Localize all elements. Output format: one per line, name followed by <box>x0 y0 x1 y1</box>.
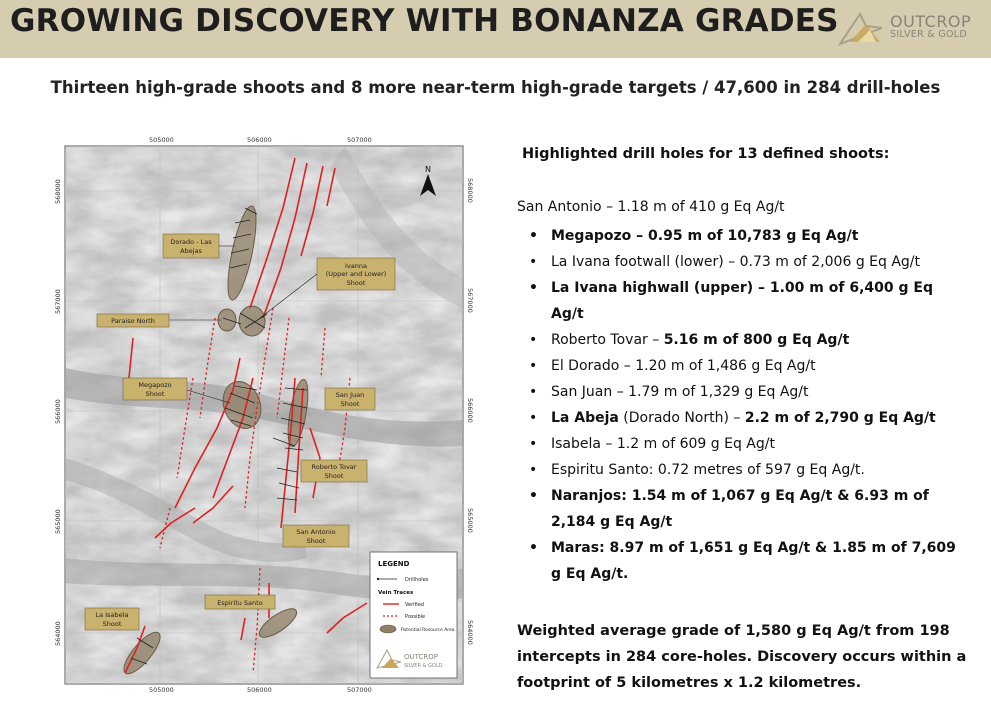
page-title: GROWING DISCOVERY WITH BONANZA GRADES <box>10 3 839 39</box>
shoot-location-map <box>45 128 485 698</box>
x-tick-top: 506000 <box>247 136 272 144</box>
list-item <box>527 327 967 353</box>
y-tick-right: 566000 <box>466 398 474 423</box>
x-tick-top: 507000 <box>347 136 372 144</box>
y-tick-left: 566000 <box>54 399 62 424</box>
shoot-name: Roberto Tovar – <box>551 332 664 348</box>
svg-text:SILVER & GOLD: SILVER & GOLD <box>404 663 443 669</box>
list-item: • San Juan – 1.79 m of 1,329 g Eq Ag/t <box>527 379 967 405</box>
label-san-antonio-shoot <box>283 525 349 547</box>
y-tick-right: 567000 <box>466 288 474 313</box>
svg-text:Drillholes: Drillholes <box>405 577 429 583</box>
logo-name: OUTCROP <box>890 12 972 31</box>
map-figure <box>45 128 485 698</box>
y-tick-right: 564000 <box>466 620 474 645</box>
list-item: • Isabela – 1.2 m of 609 g Eq Ag/t <box>527 431 967 457</box>
y-tick-right: 568000 <box>466 178 474 203</box>
highlights-heading: Highlighted drill holes for 13 defined shoots: <box>522 146 890 162</box>
svg-text:Megapozo: Megapozo <box>138 381 172 389</box>
label-roberto-tovar-shoot <box>301 460 367 482</box>
x-tick-bottom: 507000 <box>347 686 372 694</box>
svg-text:San Antonio: San Antonio <box>296 528 336 536</box>
y-tick-left: 564000 <box>54 621 62 646</box>
y-tick-right: 565000 <box>466 508 474 533</box>
map-legend <box>370 552 457 678</box>
svg-text:Vein Traces: Vein Traces <box>378 590 414 596</box>
svg-text:Roberto Tovar: Roberto Tovar <box>311 463 357 471</box>
svg-text:Shoot: Shoot <box>306 537 326 545</box>
svg-text:Shoot: Shoot <box>340 400 360 408</box>
svg-text:Shoot: Shoot <box>346 279 366 287</box>
slide-subtitle: Thirteen high-grade shoots and 8 more near-term high-grade targets / 47,600 in 284 drill-holes <box>50 78 941 97</box>
shoot-grade: 5.16 m of 800 g Eq Ag/t <box>663 332 850 348</box>
list-item: • Megapozo – 0.95 m of 10,783 g Eq Ag/t <box>527 223 967 249</box>
summary-statement: Weighted average grade of 1,580 g Eq Ag/t from 198 intercepts in 284 core-holes. Discovery occurs within a footprint of 5 kilometres x 1.2 kilometres. <box>517 623 967 691</box>
shoot-name: La Abeja <box>551 410 619 426</box>
svg-text:Possible: Possible <box>405 614 426 620</box>
label-espiritu-santo <box>205 595 275 609</box>
list-item: • Naranjos: 1.54 m of 1,067 g Eq Ag/t & 6.93 m of 2,184 g Eq Ag/t <box>527 483 967 535</box>
label-san-juan-shoot <box>325 388 375 410</box>
svg-text:Paraiso North: Paraiso North <box>111 317 155 325</box>
list-item <box>527 405 967 431</box>
svg-text:(Upper and Lower): (Upper and Lower) <box>325 270 387 278</box>
svg-text:Ivanna: Ivanna <box>345 262 367 270</box>
svg-text:Shoot: Shoot <box>324 472 344 480</box>
outcrop-mark-icon <box>836 6 886 50</box>
shoot-intercept-list <box>527 223 967 587</box>
list-item: • La Ivana footwall (lower) – 0.73 m of 2,006 g Eq Ag/t <box>527 249 967 275</box>
svg-text:Dorado - Las: Dorado - Las <box>170 238 212 246</box>
svg-text:Verified: Verified <box>405 602 424 608</box>
list-item: • La Ivana highwall (upper) – 1.00 m of 6,400 g Eq Ag/t <box>527 275 967 327</box>
y-tick-left: 565000 <box>54 509 62 534</box>
shoot-grade: 2.2 m of 2,790 g Eq Ag/t <box>744 410 936 426</box>
shoot-note: (Dorado North) – <box>618 410 745 426</box>
svg-text:LEGEND: LEGEND <box>378 560 410 568</box>
svg-text:N: N <box>425 165 431 174</box>
label-la-isabela-shoot <box>85 608 139 630</box>
y-tick-left: 567000 <box>54 289 62 314</box>
svg-text:Espiritu Santo: Espiritu Santo <box>217 599 263 607</box>
list-item: • Espiritu Santo: 0.72 metres of 597 g Eq Ag/t. <box>527 457 967 483</box>
title-banner <box>0 0 991 58</box>
svg-text:OUTCROP: OUTCROP <box>404 653 438 661</box>
logo-subtitle: SILVER & GOLD <box>890 29 967 40</box>
svg-text:Potential Resource Area: Potential Resource Area <box>401 628 455 633</box>
company-logo <box>836 6 986 50</box>
y-tick-left: 568000 <box>54 179 62 204</box>
list-item: • Maras: 8.97 m of 1,651 g Eq Ag/t & 1.85 m of 7,609 g Eq Ag/t. <box>527 535 967 587</box>
x-tick-top: 505000 <box>149 136 174 144</box>
svg-text:Shoot: Shoot <box>145 390 165 398</box>
svg-text:Shoot: Shoot <box>102 620 122 628</box>
x-tick-bottom: 506000 <box>247 686 272 694</box>
list-item: • El Dorado – 1.20 m of 1,486 g Eq Ag/t <box>527 353 967 379</box>
svg-text:La Isabela: La Isabela <box>95 611 129 619</box>
san-antonio-intercept: San Antonio – 1.18 m of 410 g Eq Ag/t <box>517 199 785 215</box>
svg-text:San Juan: San Juan <box>335 391 365 399</box>
svg-text:Abejas: Abejas <box>180 247 202 255</box>
x-tick-bottom: 505000 <box>149 686 174 694</box>
